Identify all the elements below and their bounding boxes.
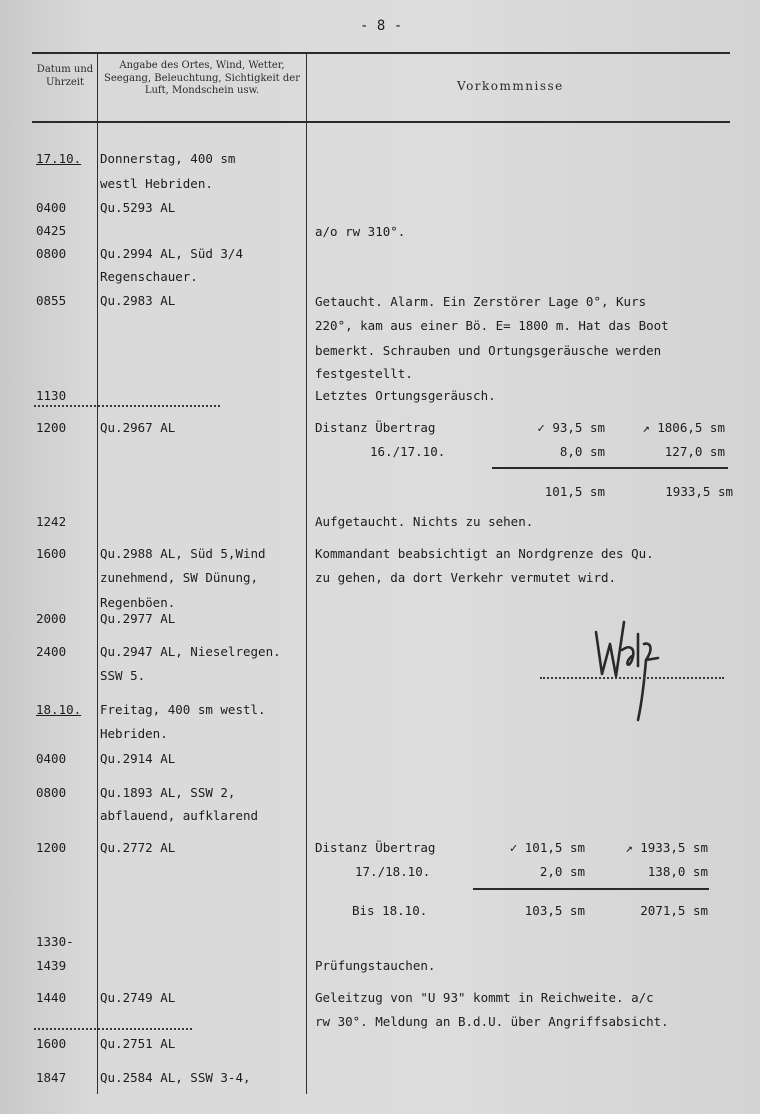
row-29-time: 1600 <box>36 1036 67 1051</box>
handwritten-signature <box>588 604 668 724</box>
row-0-time: 17.10. <box>36 151 82 166</box>
row-3-event: a/o rw 310°. <box>315 224 406 239</box>
row-2-time: 0400 <box>36 200 67 215</box>
row-5-loc: Regenschauer. <box>100 269 198 284</box>
row-24-loc: Qu.2772 AL <box>100 840 176 855</box>
row-19-loc: Freitag, 400 sm westl. <box>100 702 266 717</box>
row-14-loc: zunehmend, SW Dünung, <box>100 570 259 585</box>
row-14-event: zu gehen, da dort Verkehr vermutet wird. <box>315 570 617 585</box>
row-11-loc: Qu.2967 AL <box>100 420 176 435</box>
row-3-time: 0425 <box>36 223 67 238</box>
row-16-loc: Qu.2977 AL <box>100 611 176 626</box>
header-date-time: Datum und Uhrzeit <box>36 64 94 88</box>
row-separator <box>34 405 220 407</box>
row-24-time: 1200 <box>36 840 67 855</box>
row-25-time: 1330- <box>36 934 74 949</box>
row-12-time: 1242 <box>36 514 67 529</box>
row-26-time: 1439 <box>36 958 67 973</box>
distance-2-a2: 2,0 sm <box>539 864 585 879</box>
distance-1-b1: ↗ 1806,5 sm <box>642 420 725 435</box>
row-separator-2 <box>34 1028 192 1030</box>
row-10-time: 1130 <box>36 388 67 403</box>
distance-1-sum-rule <box>492 467 728 469</box>
distance-1-a3: 101,5 sm <box>544 484 605 499</box>
row-10-event: Letztes Ortungsgeräusch. <box>315 388 496 403</box>
distance-1-b3: 1933,5 sm <box>665 484 733 499</box>
row-18-loc: SSW 5. <box>100 668 146 683</box>
distance-2-date: 17./18.10. <box>355 864 431 879</box>
distance-1-b2: 127,0 sm <box>664 444 725 459</box>
row-8-event: bemerkt. Schrauben und Ortungsgeräusche werden <box>315 343 662 358</box>
row-13-loc: Qu.2988 AL, Süd 5,Wind <box>100 546 266 561</box>
distance-1-date: 16./17.10. <box>370 444 446 459</box>
table-header-rule <box>32 121 730 123</box>
row-4-time: 0800 <box>36 246 67 261</box>
row-6-loc: Qu.2983 AL <box>100 293 176 308</box>
row-21-time: 0400 <box>36 751 67 766</box>
distance-1-a2: 8,0 sm <box>559 444 605 459</box>
row-22-time: 0800 <box>36 785 67 800</box>
distance-2-sum-rule <box>473 888 709 890</box>
distance-1-label: Distanz Übertrag <box>315 420 436 435</box>
column-divider-1 <box>97 54 98 1094</box>
row-1-loc: westl Hebriden. <box>100 176 213 191</box>
row-9-event: festgestellt. <box>315 366 413 381</box>
row-27-loc: Qu.2749 AL <box>100 990 176 1005</box>
distance-2-b3: 2071,5 sm <box>640 903 708 918</box>
row-0-loc: Donnerstag, 400 sm <box>100 151 236 166</box>
row-27-time: 1440 <box>36 990 67 1005</box>
row-13-event: Kommandant beabsichtigt an Nordgrenze des Qu. <box>315 546 654 561</box>
header-events: Vorkommnisse <box>457 79 564 93</box>
signature-line <box>540 677 724 679</box>
row-21-loc: Qu.2914 AL <box>100 751 176 766</box>
column-divider-2 <box>306 54 307 1094</box>
row-17-time: 2400 <box>36 644 67 659</box>
row-17-loc: Qu.2947 AL, Nieselregen. <box>100 644 281 659</box>
row-16-time: 2000 <box>36 611 67 626</box>
distance-2-b1: ↗ 1933,5 sm <box>625 840 708 855</box>
distance-2-total-label: Bis 18.10. <box>352 903 428 918</box>
distance-1-a1: ✓ 93,5 sm <box>537 420 605 435</box>
page-number: - 8 - <box>360 18 403 34</box>
row-13-time: 1600 <box>36 546 67 561</box>
row-4-loc: Qu.2994 AL, Süd 3/4 <box>100 246 243 261</box>
header-location-weather: Angabe des Ortes, Wind, Wetter, Seegang, Beleuchtung, Sichtigkeit der Luft, Mondschein usw. <box>104 60 300 96</box>
row-12-event: Aufgetaucht. Nichts zu sehen. <box>315 514 534 529</box>
row-7-event: 220°, kam aus einer Bö. E= 1800 m. Hat das Boot <box>315 318 669 333</box>
distance-2-a1: ✓ 101,5 sm <box>509 840 585 855</box>
row-22-loc: Qu.1893 AL, SSW 2, <box>100 785 236 800</box>
row-28-event: rw 30°. Meldung an B.d.U. über Angriffsabsicht. <box>315 1014 669 1029</box>
distance-2-label: Distanz Übertrag <box>315 840 436 855</box>
row-2-loc: Qu.5293 AL <box>100 200 176 215</box>
row-26-event: Prüfungstauchen. <box>315 958 436 973</box>
row-11-time: 1200 <box>36 420 67 435</box>
row-6-time: 0855 <box>36 293 67 308</box>
row-23-loc: abflauend, aufklarend <box>100 808 259 823</box>
distance-2-b2: 138,0 sm <box>647 864 708 879</box>
table-top-rule <box>32 52 730 54</box>
row-27-event: Geleitzug von "U 93" kommt in Reichweite. a/c <box>315 990 654 1005</box>
row-30-time: 1847 <box>36 1070 67 1085</box>
row-19-time: 18.10. <box>36 702 82 717</box>
row-15-loc: Regenböen. <box>100 595 176 610</box>
row-6-event: Getaucht. Alarm. Ein Zerstörer Lage 0°, Kurs <box>315 294 647 309</box>
row-30-loc: Qu.2584 AL, SSW 3-4, <box>100 1070 251 1085</box>
distance-2-a3: 103,5 sm <box>524 903 585 918</box>
row-29-loc: Qu.2751 AL <box>100 1036 176 1051</box>
row-20-loc: Hebriden. <box>100 726 168 741</box>
